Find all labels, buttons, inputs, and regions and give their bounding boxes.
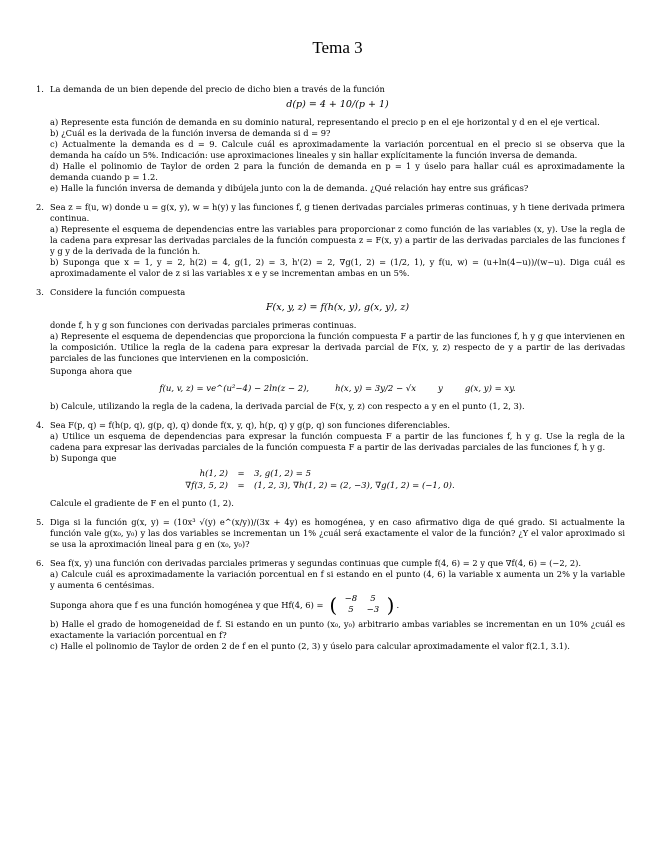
problem-intro: Sea F(p, q) = f(h(p, q), g(p, q), q) donde f(x, y, q), h(p, q) y g(p, q) son funciones diferenciables. xyxy=(50,420,451,430)
equation: d(p) = 4 + 10/(p + 1) xyxy=(286,99,389,110)
right-paren: ) xyxy=(386,593,395,617)
part-c: c) Actualmente la demanda es d = 9. Calcule cuál es aproximadamente la variación porcentual en el precio si se observa que la demanda ha caído un 5%. Indicación: use aproximaciones lineales y sin hallar explícitamente la función inversa de demanda. xyxy=(50,139,625,160)
equals: = xyxy=(237,469,245,479)
part-a: a) Represente el esquema de dependencias entre las variables para proporcionar z como función de las variables (x, y). Use la regla de la cadena para expresar las derivadas parciales de la función compuesta z = F(x, y) a partir de las derivadas parciales de las funciones f y g y de la derivada de la función h. xyxy=(50,224,625,256)
equation-block xyxy=(50,468,625,492)
suponga-text: Suponga ahora que xyxy=(50,366,132,376)
equation-line-2 xyxy=(50,480,625,492)
matrix-cell: −3 xyxy=(366,605,380,615)
calc-text: Calcule el gradiente de F en el punto (1, 2). xyxy=(50,498,234,508)
equation-line-1 xyxy=(50,468,625,480)
matrix-cell: −8 xyxy=(344,594,358,604)
equation: F(x, y, z) = f(h(x, y), g(x, y), z) xyxy=(265,302,410,313)
hessian-line xyxy=(50,594,625,616)
part-a: a) Utilice un esquema de dependencias para expresar la función compuesta F a partir de las funciones f, h y g. Use la regla de la cadena para expresar las derivadas parciales de la función compuesta F a partir de las derivadas parciales de las funciones f, h y g. xyxy=(50,431,625,452)
equation-h: h(x, y) = 3y/2 − √x xyxy=(335,384,416,394)
part-a: a) Calcule cuál es aproximadamente la variación porcentual en f si estando en el punto (4, 6) la variable x aumenta un 2% y la variable y aumenta 6 centésimas. xyxy=(50,569,625,590)
problem-2 xyxy=(36,202,625,279)
left-paren: ( xyxy=(329,593,338,617)
problem-number: 5. xyxy=(36,517,44,527)
problem-description: donde f, h y g son funciones con derivadas parciales primeras continuas. xyxy=(50,320,357,330)
problem-number: 4. xyxy=(36,420,44,430)
equals: = xyxy=(237,481,245,491)
problem-number: 2. xyxy=(36,202,44,212)
problem-1 xyxy=(36,84,625,194)
lhs: h(1, 2) xyxy=(199,469,228,479)
problem-text: Diga si la función g(x, y) = (10x³ √(y) e^(x/y))/(3x + 4y) es homogénea, y en caso afirmativo diga de qué grado. Si actualmente la función vale g(x₀, y₀) y las dos variables se incrementan un 1% ¿cuál será exactamente el valor de la función? ¿Y el valor aproximado si se usa la aproximación lineal para g en (x₀, y₀)? xyxy=(50,517,625,549)
problem-intro: Sea f(x, y) una función con derivadas parciales primeras y segundas continuas que cumple f(4, 6) = 2 y que ∇f(4, 6) = (−2, 2). xyxy=(50,558,582,568)
part-a: a) Represente esta función de demanda en su dominio natural, representando el precio p en el eje horizontal y d en el eje vertical. xyxy=(50,117,600,127)
part-c: c) Halle el polinomio de Taylor de orden 2 de f en el punto (2, 3) y úselo para calcular aproximadamente el valor f(2.1, 3.1). xyxy=(50,641,570,651)
matrix-cell: 5 xyxy=(348,605,354,615)
rhs: 3, g(1, 2) = 5 xyxy=(254,469,312,479)
problem-number: 1. xyxy=(36,84,44,94)
problem-intro: Considere la función compuesta xyxy=(50,287,186,297)
lhs: ∇f(3, 5, 2) xyxy=(185,481,228,491)
hessian-matrix xyxy=(329,594,394,616)
part-a: a) Represente el esquema de dependencias que proporciona la función compuesta F a partir de las funciones f, h y g que intervienen en la composición. Utilice la regla de la cadena para expresar la derivada parcial de F(x, y, z) respecto de y a partir de las derivadas parciales de las funciones que intervienen en la composición. xyxy=(50,331,625,363)
page-title: Tema 3 xyxy=(312,38,363,57)
hessian-end: . xyxy=(396,599,400,610)
part-b: b) Halle el grado de homogeneidad de f. Si estando en un punto (x₀, y₀) arbitrario ambas variables se incrementan en un 10% ¿cuál es exactamente la variación porcentual en f? xyxy=(50,619,625,640)
rhs: (1, 2, 3), ∇h(1, 2) = (2, −3), ∇g(1, 2) = (−1, 0). xyxy=(254,481,455,491)
hessian-intro: Suponga ahora que f es una función homogénea y que Hf(4, 6) = xyxy=(50,599,324,610)
problem-number: 6. xyxy=(36,558,44,568)
problem-6 xyxy=(36,558,625,652)
equation-conjunction: y xyxy=(438,384,443,394)
problem-intro: Sea z = f(u, w) donde u = g(x, y), w = h(y) y las funciones f, g tienen derivadas parciales primeras continuas, y h tiene derivada primera continua. xyxy=(50,202,625,223)
part-b: b) ¿Cuál es la derivada de la función inversa de demanda si d = 9? xyxy=(50,128,331,138)
part-d: d) Halle el polinomio de Taylor de orden 2 para la función de demanda en p = 1 y úselo para hallar cuál es aproximadamente la demanda cuando p = 1.2. xyxy=(50,161,625,182)
part-b: b) Suponga que xyxy=(50,453,117,463)
matrix-cell: 5 xyxy=(370,594,376,604)
problem-intro: La demanda de un bien depende del precio de dicho bien a través de la función xyxy=(50,84,385,94)
equation-row xyxy=(50,383,625,395)
equation-f: f(u, v, z) = ve^(u²−4) − 2ln(z − 2), xyxy=(159,384,310,394)
part-b: b) Suponga que x = 1, y = 2, h(2) = 4, g(1, 2) = 3, h'(2) = 2, ∇g(1, 2) = (1/2, 1), y f(u, w) = (u+ln(4−u))/(w−u). Diga cuál es aproximadamente el valor de z si las variables x e y se incrementan ambas en un 5%. xyxy=(50,257,625,278)
problem-5 xyxy=(36,517,625,550)
equation-g: g(x, y) = xy. xyxy=(464,384,516,394)
part-b: b) Calcule, utilizando la regla de la cadena, la derivada parcial de F(x, y, z) con respecto a y en el punto (1, 2, 3). xyxy=(50,401,525,411)
problem-4 xyxy=(36,420,625,509)
problem-3 xyxy=(36,287,625,412)
part-e: e) Halle la función inversa de demanda y dibújela junto con la de demanda. ¿Qué relación hay entre sus gráficas? xyxy=(50,183,529,193)
problem-number: 3. xyxy=(36,287,44,297)
matrix-grid xyxy=(340,594,384,616)
